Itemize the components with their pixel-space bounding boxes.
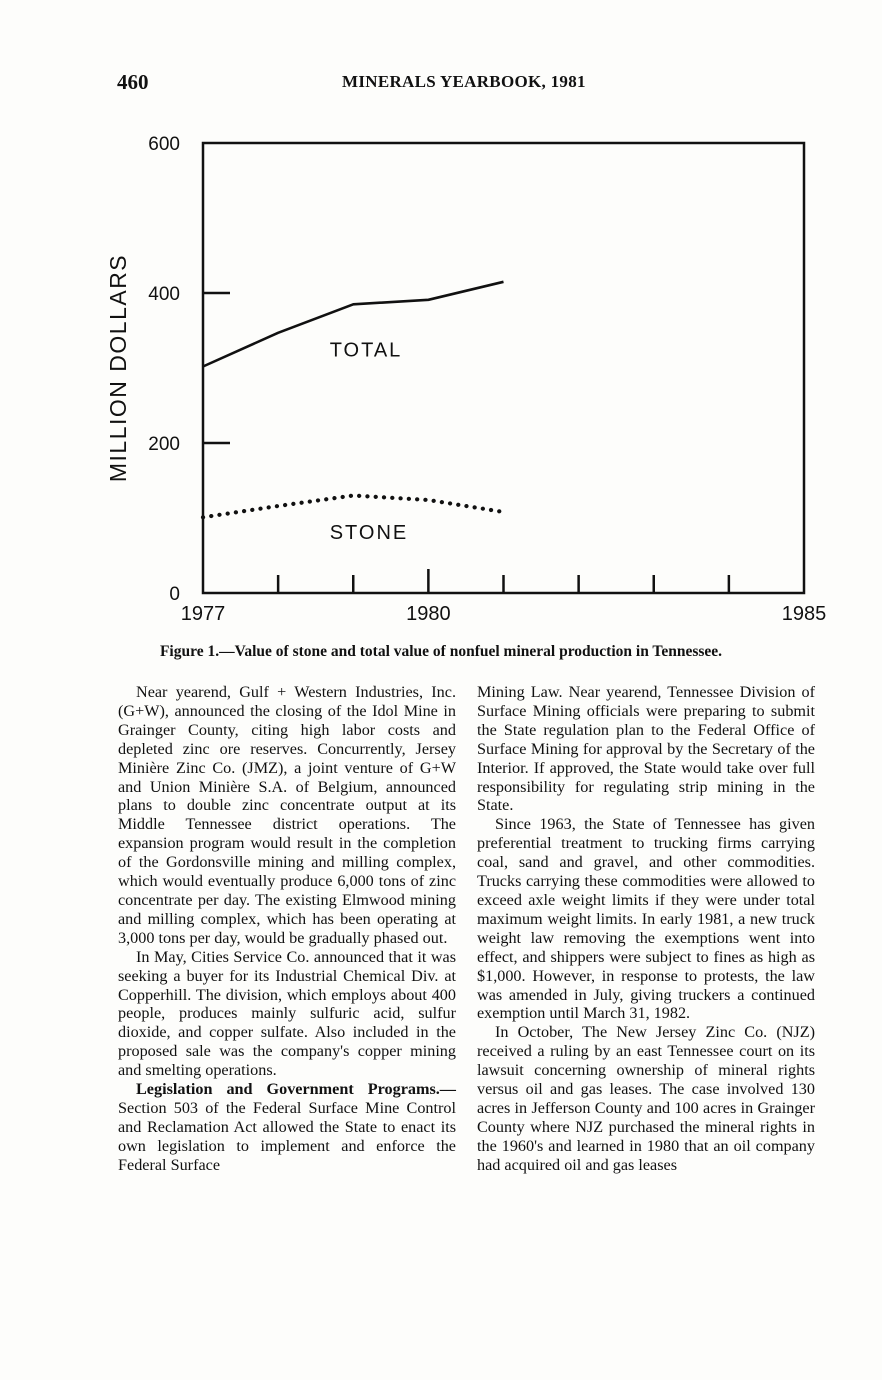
paragraph-idol-mine: Near yearend, Gulf + Western Industries, Inc. (G+W), announced the closing of the Idol Mine in Grainger County, citing high labor costs and depleted zinc ore reserves. Concurrently, Jersey Minière Zinc Co. (JMZ), a joint venture of G+W and Union Minière S.A. of Belgium, announced plans to double zinc concentrate output at its Middle Tennessee district operations. The expansion program would result in the completion of the Gordonsville mining and milling complex, which would eventually produce 6,000 tons of zinc concentrate per day. The existing Elmwood mining and milling complex, which has been operating at 3,000 tons per day, would be gradually phased out. (118, 683, 456, 947)
page-number: 460 (117, 70, 149, 94)
y-tick-label: 0 (169, 584, 180, 605)
paragraph-surface-mining-continued: Mining Law. Near yearend, Tennessee Division of Surface Mining officials were preparing to submit the State regulation plan to the Federal Office of Surface Mining for approval by the Secretary of the Interior. If approved, the State would take over full responsibility for regulating strip mining in the State. (477, 683, 815, 815)
right-column (477, 683, 815, 1175)
x-tick-label: 1985 (781, 603, 827, 625)
paragraph-new-jersey-zinc: In October, The New Jersey Zinc Co. (NJZ) received a ruling by an east Tennessee court on its lawsuit concerning ownership of mineral rights versus oil and gas leases. The case involved 130 acres in Jefferson County and 100 acres in Grainger County where NJZ purchased the mineral rights in the 1960's and learned in 1980 that an oil company had acquired oil and gas leases (477, 1023, 815, 1174)
y-axis-title: MILLION DOLLARS (105, 253, 131, 483)
left-column (118, 683, 456, 1175)
figure-caption: Figure 1.—Value of stone and total value of nonfuel mineral production in Tennessee. (159, 643, 723, 660)
series-label-stone: STONE (329, 521, 409, 544)
x-tick-label: 1977 (180, 603, 226, 625)
y-tick-label: 600 (148, 134, 180, 155)
plot-frame (203, 143, 804, 593)
y-tick-label: 400 (148, 284, 180, 305)
x-tick-label: 1980 (406, 603, 451, 625)
y-axis-ticks (148, 134, 230, 605)
paragraph-truck-weight: Since 1963, the State of Tennessee has given preferential treatment to trucking firms carrying coal, sand and gravel, and other commodities. Trucks carrying these commodities were allowed to exceed axle weight limits if they were under total maximum weight limits. In early 1981, a new truck weight law removing the exemptions went into effect, and shippers were subject to fines as high as $1,000. However, in response to protests, the law was amended in July, giving truckers a continued exemption until March 31, 1982. (477, 815, 815, 1023)
y-tick-label: 200 (148, 434, 180, 455)
figure-chart (0, 0, 882, 640)
series-line-stone (203, 496, 504, 518)
legislation-text: Section 503 of the Federal Surface Mine Control and Reclamation Act allowed the State to enact its own legislation to implement and enforce the Federal Surface (118, 1098, 456, 1174)
series-layer (203, 282, 504, 544)
running-title: MINERALS YEARBOOK, 1981 (342, 72, 586, 91)
series-label-total: TOTAL (329, 339, 403, 362)
x-axis-ticks (181, 569, 827, 625)
paragraph-legislation (118, 1080, 456, 1175)
legislation-heading: Legislation and Government Programs.— (136, 1080, 456, 1099)
paragraph-cities-service: In May, Cities Service Co. announced that it was seeking a buyer for its Industrial Chemical Div. at Copperhill. The division, which employs about 400 people, produces mainly sulfuric acid, sulfur dioxide, and copper sulfate. Also included in the proposed sale was the company's copper mining and smelting operations. (118, 947, 456, 1080)
